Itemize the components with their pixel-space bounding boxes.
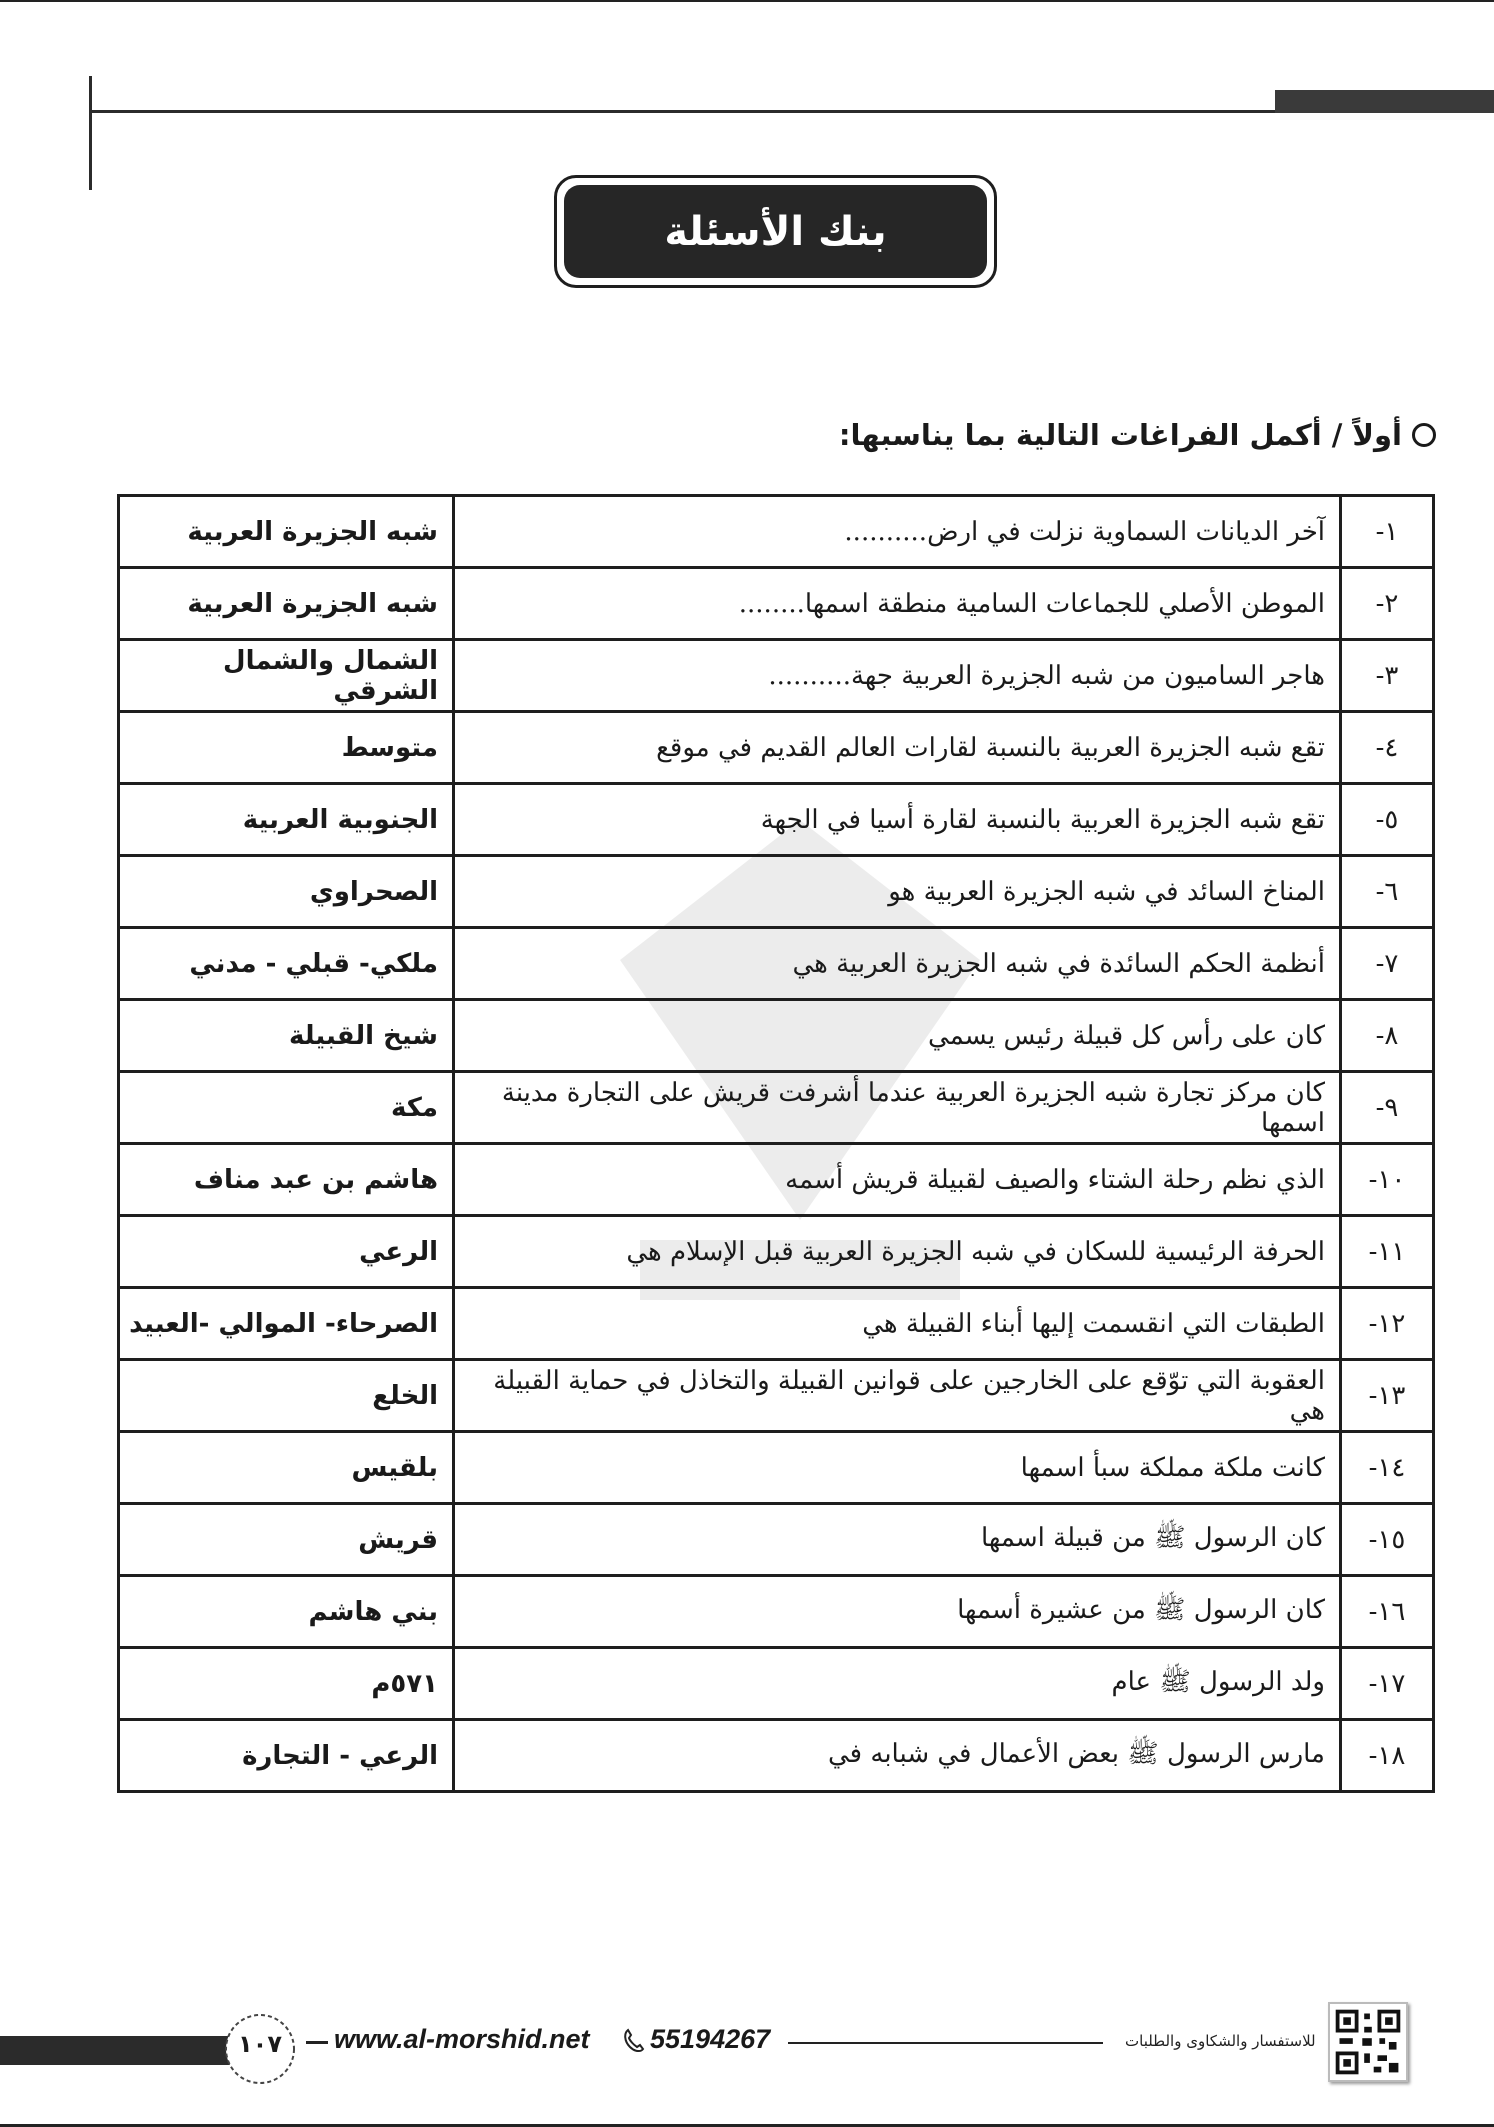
answer-text: الرعي	[119, 1216, 454, 1288]
page-title: بنك الأسئلة	[664, 208, 887, 255]
question-text: ولد الرسول ﷺ عام	[454, 1648, 1341, 1720]
question-text: الموطن الأصلي للجماعات السامية منطقة اسمها........	[454, 568, 1341, 640]
answer-text: الرعي - التجارة	[119, 1720, 454, 1792]
table-row	[119, 1576, 1434, 1648]
question-text: آخر الديانات السماوية نزلت في ارض..........	[454, 496, 1341, 568]
answer-text: الصحراوي	[119, 856, 454, 928]
answer-text: الصرحاء- الموالي -العبيد	[119, 1288, 454, 1360]
row-number: ٩-	[1341, 1072, 1434, 1144]
row-number: ١٠-	[1341, 1144, 1434, 1216]
question-text: هاجر الساميون من شبه الجزيرة العربية جهة..........	[454, 640, 1341, 712]
phone-icon	[622, 2027, 646, 2053]
table-row	[119, 1288, 1434, 1360]
circle-bullet-icon	[1412, 423, 1436, 447]
question-text: العقوبة التي توّقع على الخارجين على قوانين القبيلة والتخاذل في حماية القبيلة هي	[454, 1360, 1341, 1432]
row-number: ٥-	[1341, 784, 1434, 856]
table-row	[119, 1072, 1434, 1144]
row-number: ١٧-	[1341, 1648, 1434, 1720]
answer-text: بني هاشم	[119, 1576, 454, 1648]
question-text: أنظمة الحكم السائدة في شبه الجزيرة العربية هي	[454, 928, 1341, 1000]
question-text: كانت ملكة مملكة سبأ اسمها	[454, 1432, 1341, 1504]
row-number: ٢-	[1341, 568, 1434, 640]
question-text: الطبقات التي انقسمت إليها أبناء القبيلة هي	[454, 1288, 1341, 1360]
table-row	[119, 1504, 1434, 1576]
row-number: ٤-	[1341, 712, 1434, 784]
header-accent-bar	[1275, 90, 1494, 113]
table-row	[119, 1216, 1434, 1288]
table-row	[119, 856, 1434, 928]
row-number: ١-	[1341, 496, 1434, 568]
question-text: المناخ السائد في شبه الجزيرة العربية هو	[454, 856, 1341, 928]
question-text: كان على رأس كل قبيلة رئيس يسمي	[454, 1000, 1341, 1072]
website-link[interactable]: www.al-morshid.net	[334, 2024, 590, 2054]
answer-text: بلقيس	[119, 1432, 454, 1504]
table-row	[119, 1648, 1434, 1720]
answer-text: الخلع	[119, 1360, 454, 1432]
table-row	[119, 784, 1434, 856]
answer-text: هاشم بن عبد مناف	[119, 1144, 454, 1216]
answer-text: شبه الجزيرة العربية	[119, 496, 454, 568]
inquiry-text: للاستفسار والشكاوى والطلبات	[1125, 2032, 1316, 2050]
questions-table	[117, 494, 1435, 1793]
qr-code-icon[interactable]	[1328, 2002, 1408, 2082]
title-box	[564, 185, 987, 278]
page-top-border	[0, 0, 1494, 2]
answer-text: قريش	[119, 1504, 454, 1576]
table-row	[119, 1720, 1434, 1792]
answer-text: الشمال والشمال الشرقي	[119, 640, 454, 712]
table-row	[119, 1432, 1434, 1504]
table-row	[119, 928, 1434, 1000]
row-number: ١١-	[1341, 1216, 1434, 1288]
row-number: ٦-	[1341, 856, 1434, 928]
table-row	[119, 1144, 1434, 1216]
row-number: ١٦-	[1341, 1576, 1434, 1648]
table-row	[119, 1360, 1434, 1432]
table-row	[119, 496, 1434, 568]
question-text: كان الرسول ﷺ من قبيلة اسمها	[454, 1504, 1341, 1576]
answer-text: مكة	[119, 1072, 454, 1144]
section-heading-text: أولاً / أكمل الفراغات التالية بما يناسبها:	[838, 418, 1402, 452]
table-row	[119, 568, 1434, 640]
question-text: الحرفة الرئيسية للسكان في شبه الجزيرة العربية قبل الإسلام هي	[454, 1216, 1341, 1288]
answer-text: ٥٧١م	[119, 1648, 454, 1720]
section-heading	[839, 418, 1436, 452]
question-text: كان الرسول ﷺ من عشيرة أسمها	[454, 1576, 1341, 1648]
row-number: ٣-	[1341, 640, 1434, 712]
footer-dash	[306, 2041, 328, 2044]
row-number: ١٤-	[1341, 1432, 1434, 1504]
header-vertical-rule	[89, 76, 92, 190]
row-number: ١٣-	[1341, 1360, 1434, 1432]
table-row	[119, 712, 1434, 784]
table-row	[119, 640, 1434, 712]
question-text: تقع شبه الجزيرة العربية بالنسبة لقارات العالم القديم في موقع	[454, 712, 1341, 784]
question-text: تقع شبه الجزيرة العربية بالنسبة لقارة أسيا في الجهة	[454, 784, 1341, 856]
row-number: ٨-	[1341, 1000, 1434, 1072]
question-text: مارس الرسول ﷺ بعض الأعمال في شبابه في	[454, 1720, 1341, 1792]
row-number: ١٨-	[1341, 1720, 1434, 1792]
answer-text: الجنوبية العربية	[119, 784, 454, 856]
question-text: الذي نظم رحلة الشتاء والصيف لقبيلة قريش أسمه	[454, 1144, 1341, 1216]
table-row	[119, 1000, 1434, 1072]
answer-text: متوسط	[119, 712, 454, 784]
phone-number: 55194267	[650, 2024, 771, 2054]
answer-text: ملكي- قبلي - مدني	[119, 928, 454, 1000]
answer-text: شيخ القبيلة	[119, 1000, 454, 1072]
footer-rule	[788, 2042, 1103, 2044]
question-text: كان مركز تجارة شبه الجزيرة العربية عندما أشرفت قريش على التجارة مدينة اسمها	[454, 1072, 1341, 1144]
row-number: ١٥-	[1341, 1504, 1434, 1576]
page-number: ١٠٧	[238, 2030, 282, 2058]
answer-text: شبه الجزيرة العربية	[119, 568, 454, 640]
row-number: ١٢-	[1341, 1288, 1434, 1360]
row-number: ٧-	[1341, 928, 1434, 1000]
footer-accent-bar	[0, 2036, 245, 2065]
